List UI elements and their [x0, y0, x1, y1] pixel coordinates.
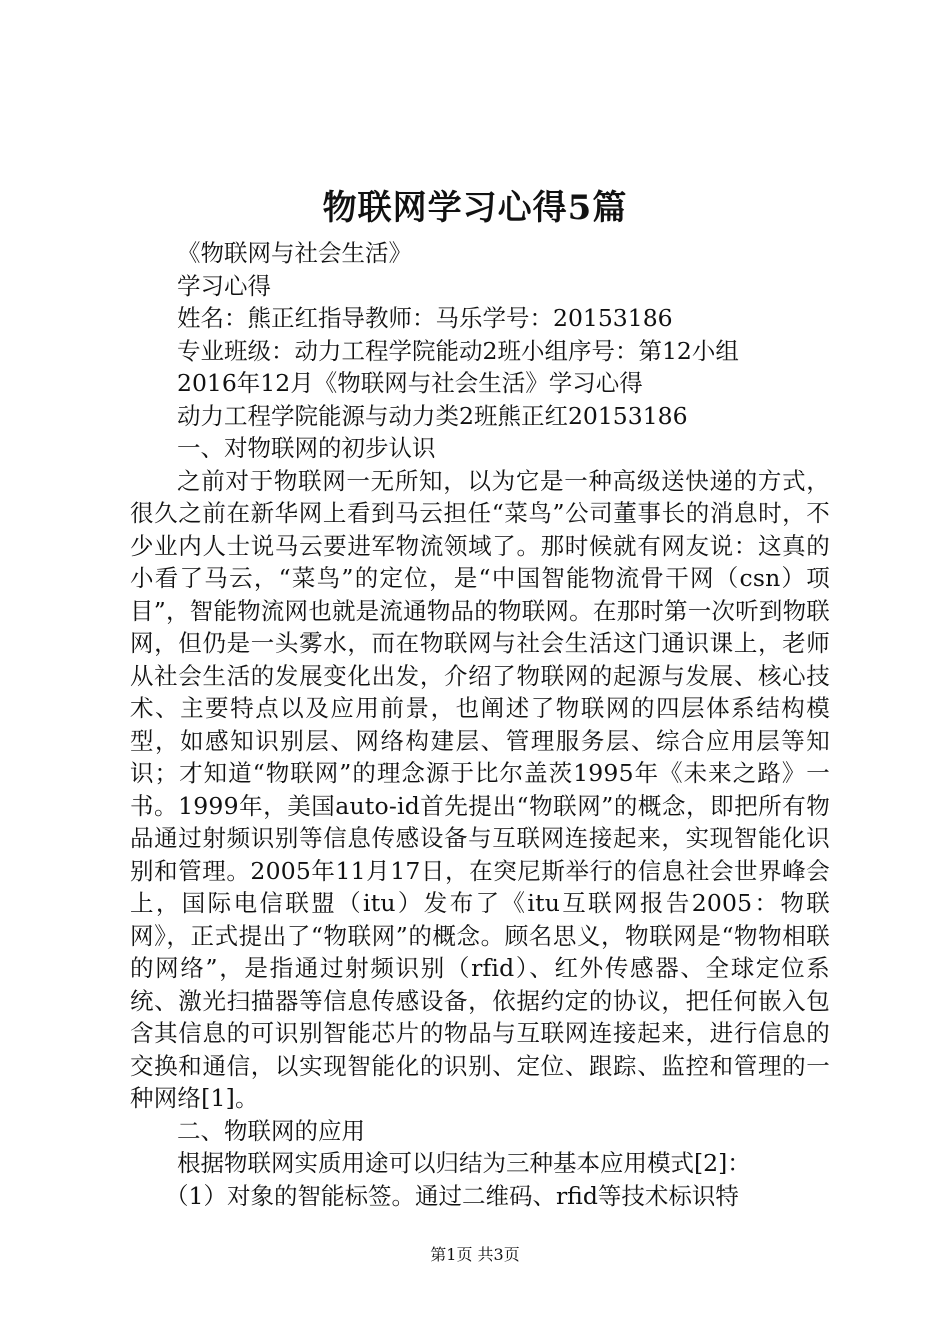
page-footer: 第1页 共3页 [430, 1245, 520, 1264]
text-line-mode-1: （1）对象的智能标签。通过二维码、rfid等技术标识特 [165, 1181, 739, 1210]
text-line-application-modes: 根据物联网实质用途可以归结为三种基本应用模式[2]： [177, 1149, 751, 1177]
body-paragraph-1: 之前对于物联网一无所知，以为它是一种高级送快递的方式，很久之前在新华网上看到马云担任“菜鸟”公司董事长的消息时，不少业内人士说马云要进军物流领域了。那时候就有网友说：这真的小看了马云，“菜鸟”的定位，是“中国智能物流骨干网（csn）项目”，智能物流网也就是流通物品的物联网。在那时第一次听到物联网，但仍是一头雾水，而在物联网与社会生活这门通识课上，老师从社会生活的发展变化出发，介绍了物联网的起源与发展、核心技术、主要特点以及应用前景，也阐述了物联网的四层体系结构模型，如感知识别层、网络构建层、管理服务层、综合应用层等知识；才知道“物联网”的理念源于比尔盖茨1995年《未来之路》一书。1999年，美国auto-id首先提出“物联网”的概念，即把所有物品通过射频识别等信息传感设备与互联网连接起来，实现智能化识别和管理。2005年11月17日，在突尼斯举行的信息社会世界峰会上，国际电信联盟（itu）发布了《itu互联网报告2005：物联网》，正式提出了“物联网”的概念。顾名思义，物联网是“物物相联的网络”，是指通过射频识别（rfid）、红外传感器、全球定位系统、激光扫描器等信息传感设备，依据约定的协议，把任何嵌入包含其信息的可识别智能芯片的物品与互联网连接起来，进行信息的交换和通信，以实现智能化的识别、定位、跟踪、监控和管理的一种网络[1]。 [130, 466, 830, 1112]
text-line-author: 动力工程学院能源与动力类2班熊正红20153186 [177, 401, 688, 430]
text-line-class-info: 专业班级：动力工程学院能动2班小组序号：第12小组 [177, 336, 739, 365]
text-line-subtitle: 学习心得 [177, 271, 271, 300]
text-line-date: 2016年12月《物联网与社会生活》学习心得 [177, 369, 643, 397]
section-heading-1: 一、对物联网的初步认识 [177, 434, 436, 462]
document-title: 物联网学习心得5篇 [322, 188, 628, 228]
document-body [130, 237, 830, 1212]
section-heading-2: 二、物联网的应用 [177, 1116, 365, 1145]
text-line-student-info: 姓名：熊正红指导教师：马乐学号：20153186 [177, 304, 673, 332]
text-line-course-name: 《物联网与社会生活》 [177, 239, 412, 267]
